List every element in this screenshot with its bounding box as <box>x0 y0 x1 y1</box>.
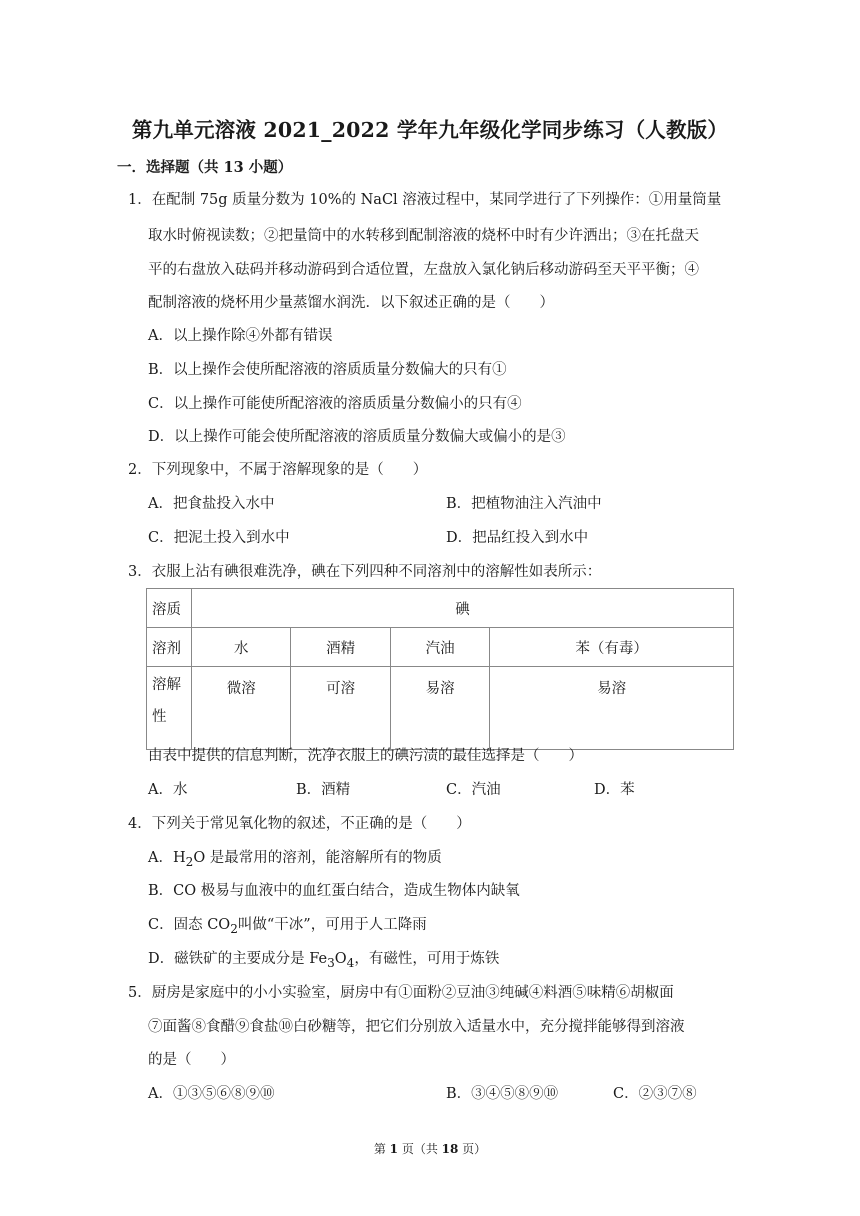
q3-stem: 3．衣服上沾有碘很难洗净，碘在下列四种不同溶剂中的溶解性如表所示： <box>128 564 602 580</box>
table-cell-solute-label: 溶质 <box>147 589 192 628</box>
solubility-label-part-2: 性 <box>152 709 167 725</box>
table-cell-solubility: 微溶 <box>192 667 291 750</box>
page-number: 1 <box>389 1142 398 1156</box>
q5-option-b: B．③④⑤⑧⑨⑩ <box>446 1086 559 1102</box>
q3-option-d: D．苯 <box>594 782 635 798</box>
table-cell-solubility: 易溶 <box>390 667 489 750</box>
q4-option-c: C．固态 $CO_2$叫做“干冰”，可用于人工降雨 <box>148 917 427 936</box>
table-cell-solvent-label: 溶剂 <box>147 628 192 667</box>
table-cell-solvent: 酒精 <box>291 628 390 667</box>
table-cell-solvent: 汽油 <box>390 628 489 667</box>
q4-option-b: B．CO 极易与血液中的血红蛋白结合，造成生物体内缺氧 <box>148 883 520 899</box>
q1-line-4: 配制溶液的烧杯用少量蒸馏水润洗．以下叙述正确的是（ ） <box>148 295 554 311</box>
table-cell-solubility-label <box>147 667 192 750</box>
q2-option-c: C．把泥土投入到水中 <box>148 530 290 546</box>
q3-option-a: A．水 <box>148 782 188 798</box>
q4-option-a: A．$H_2O$ 是最常用的溶剂，能溶解所有的物质 <box>148 850 442 869</box>
q1-option-d: D．以上操作可能会使所配溶液的溶质质量分数偏大或偏小的是③ <box>148 429 566 445</box>
table-row-solubility <box>147 667 734 750</box>
q2-stem: 2．下列现象中，不属于溶解现象的是（ ） <box>128 462 428 478</box>
q5-line-1: 5．厨房是家庭中的小小实验室，厨房中有①面粉②豆油③纯碱④料酒⑤味精⑥胡椒面 <box>128 985 674 1001</box>
table-cell-solubility: 易溶 <box>490 667 734 750</box>
q3-followup: 由表中提供的信息判断，洗净衣服上的碘污渍的最佳选择是（ ） <box>148 748 583 764</box>
table-cell-solvent: 水 <box>192 628 291 667</box>
table-cell-solute: 碘 <box>192 589 734 628</box>
q1-line-2: 取水时俯视读数；②把量筒中的水转移到配制溶液的烧杯中时有少许洒出；③在托盘天 <box>148 228 699 244</box>
solubility-label-part-1: 溶解 <box>152 677 181 693</box>
table-cell-solvent: 苯（有毒） <box>490 628 734 667</box>
q4-option-d: D．磁铁矿的主要成分是 $Fe_3O_4$，有磁性，可用于炼铁 <box>148 951 500 970</box>
q1-option-b: B．以上操作会使所配溶液的溶质质量分数偏大的只有① <box>148 362 507 378</box>
q5-line-3: 的是（ ） <box>148 1052 235 1068</box>
q3-option-c: C．汽油 <box>446 782 501 798</box>
q1-option-c: C．以上操作可能使所配溶液的溶质质量分数偏小的只有④ <box>148 396 522 412</box>
q5-option-a: A．①③⑤⑥⑧⑨⑩ <box>148 1086 275 1102</box>
q5-option-c: C．②③⑦⑧ <box>613 1086 697 1102</box>
q2-option-a: A．把食盐投入水中 <box>148 496 275 512</box>
table-row-solute <box>147 589 734 628</box>
table-cell-solubility: 可溶 <box>291 667 390 750</box>
q5-line-2: ⑦面酱⑧食醋⑨食盐⑩白砂糖等，把它们分别放入适量水中，充分搅拌能够得到溶液 <box>148 1019 685 1035</box>
solubility-table <box>146 588 734 750</box>
q2-option-b: B．把植物油注入汽油中 <box>446 496 602 512</box>
section-heading: 一．选择题（共 13 小题） <box>117 159 293 176</box>
q1-option-a: A．以上操作除④外都有错误 <box>148 328 333 344</box>
table-row-solvent <box>147 628 734 667</box>
q3-option-b: B．酒精 <box>296 782 351 798</box>
page-title: 第九单元溶液 2021_2022 学年九年级化学同步练习（人教版） <box>131 118 729 142</box>
q4-stem: 4．下列关于常见氧化物的叙述，不正确的是（ ） <box>128 816 471 832</box>
page-total: 18 <box>441 1142 459 1156</box>
q2-option-d: D．把品红投入到水中 <box>446 530 589 546</box>
q1-line-1: 1．在配制 75g 质量分数为 10%的 NaCl 溶液过程中，某同学进行了下列操作：①用量筒量 <box>128 192 722 208</box>
q1-line-3: 平的右盘放入砝码并移动游码到合适位置，左盘放入氯化钠后移动游码至天平平衡；④ <box>148 262 699 278</box>
page-footer: 第 1 页（共 18 页） <box>373 1142 487 1156</box>
